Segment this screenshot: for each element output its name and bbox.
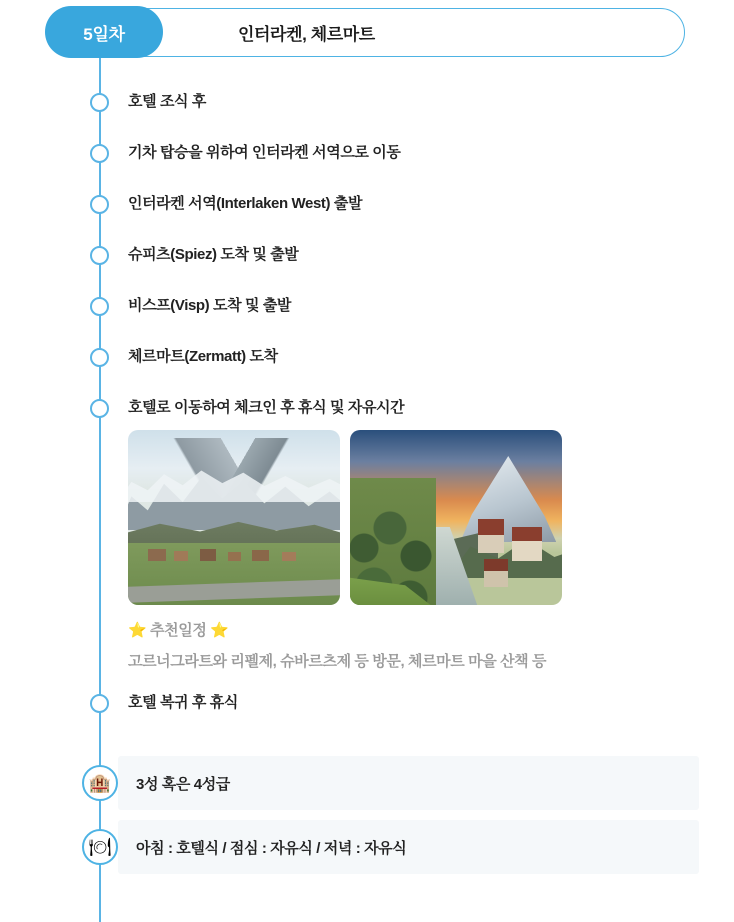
schedule-item-text: 호텔 조식 후 — [128, 93, 206, 110]
photo-matterhorn-village[interactable] — [350, 430, 562, 605]
photo-zermatt-mountains[interactable] — [128, 430, 340, 605]
day-badge-label: 5일차 — [83, 24, 125, 44]
list-item — [0, 282, 734, 333]
hotel-grade-text: 3성 혹은 4성급 — [136, 775, 230, 793]
meals-text: 아침 : 호텔식 / 점심 : 자유식 / 저녁 : 자유식 — [136, 839, 407, 857]
recommend-body: 고르너그라트와 리펠제, 슈바르츠제 등 방문, 체르마트 마을 산책 등 — [128, 653, 547, 670]
schedule-item-text: 인터라켄 서역(Interlaken West) 출발 — [128, 195, 363, 212]
list-item — [0, 671, 734, 722]
hotel-icon: 🏨 — [82, 765, 118, 801]
recommend-block — [128, 619, 734, 671]
schedule-item-text: 비스프(Visp) 도착 및 출발 — [128, 297, 292, 314]
list-item — [0, 333, 734, 384]
timeline-dot-icon — [90, 93, 109, 112]
photo-gallery — [128, 430, 734, 605]
page-title: 인터라켄, 체르마트 — [238, 25, 375, 44]
schedule-list — [0, 78, 734, 874]
schedule-item-text: 체르마트(Zermatt) 도착 — [128, 348, 278, 365]
hotel-grade-row — [88, 756, 699, 810]
timeline-dot-icon — [90, 399, 109, 418]
list-item — [0, 129, 734, 180]
meals-row — [88, 820, 699, 874]
list-item-with-photos — [0, 384, 734, 671]
spacer — [0, 722, 734, 748]
day-badge — [45, 6, 163, 58]
timeline-dot-icon — [90, 246, 109, 265]
schedule-item-text: 슈피츠(Spiez) 도착 및 출발 — [128, 246, 299, 263]
timeline-dot-icon — [90, 144, 109, 163]
day-header-bar — [105, 8, 685, 57]
list-item — [0, 180, 734, 231]
timeline-dot-icon — [90, 694, 109, 713]
timeline-dot-icon — [90, 297, 109, 316]
timeline-dot-icon — [90, 195, 109, 214]
day-header — [45, 6, 685, 59]
meal-icon: 🍽 — [82, 829, 118, 865]
schedule-item-text: 호텔 복귀 후 휴식 — [128, 694, 238, 711]
timeline-dot-icon — [90, 348, 109, 367]
list-item — [0, 231, 734, 282]
schedule-item-text: 기차 탑승을 위하여 인터라켄 서역으로 이동 — [128, 144, 401, 161]
list-item — [0, 78, 734, 129]
schedule-item-text: 호텔로 이동하여 체크인 후 휴식 및 자유시간 — [128, 399, 405, 416]
recommend-title: ⭐ 추천일정 ⭐ — [128, 622, 229, 639]
